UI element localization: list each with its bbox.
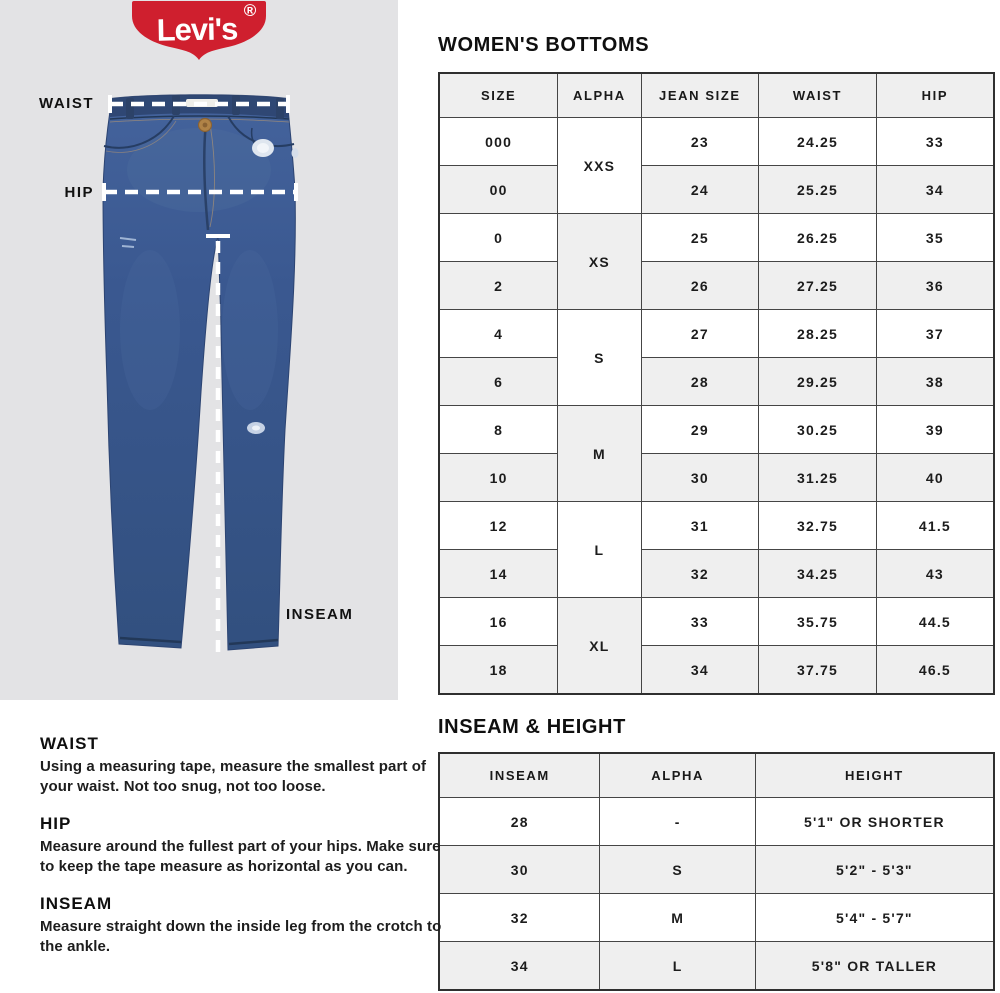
- table-cell: 14: [439, 550, 558, 598]
- alpha-size-cell: M: [558, 406, 641, 502]
- table-cell: 28.25: [759, 310, 877, 358]
- table-cell: 30.25: [759, 406, 877, 454]
- table-cell: 25.25: [759, 166, 877, 214]
- table-row: [439, 598, 994, 646]
- table-row: [439, 846, 994, 894]
- distress-patch: [257, 143, 269, 153]
- table-cell: 26.25: [759, 214, 877, 262]
- table-cell: 32: [439, 894, 600, 942]
- denim-wash-highlight: [222, 250, 278, 410]
- levis-logo-text: Levi's: [156, 11, 238, 48]
- table-cell: 10: [439, 454, 558, 502]
- hip-diagram-label: HIP: [64, 184, 94, 201]
- table-row: [439, 894, 994, 942]
- table-row: [439, 358, 994, 406]
- alpha-size-cell: XS: [558, 214, 641, 310]
- table-cell: 27: [641, 310, 759, 358]
- table-cell: 35.75: [759, 598, 877, 646]
- table-cell: 00: [439, 166, 558, 214]
- waist-diagram-label: WAIST: [39, 95, 94, 112]
- table-row: [439, 310, 994, 358]
- table-row: [439, 166, 994, 214]
- table-cell: 34: [439, 942, 600, 991]
- table-cell: 32: [641, 550, 759, 598]
- table-cell: 24: [641, 166, 759, 214]
- table-cell: 37.75: [759, 646, 877, 695]
- column-header: HIP: [876, 73, 994, 118]
- levis-batwing-logo: [129, 0, 269, 66]
- distress-patch: [292, 148, 299, 158]
- table-cell: 33: [641, 598, 759, 646]
- column-header: WAIST: [759, 73, 877, 118]
- table-cell: 5'4" - 5'7": [755, 894, 994, 942]
- hip-tip-heading: HIP: [40, 814, 72, 834]
- table-cell: 5'8" OR TALLER: [755, 942, 994, 991]
- table-cell: 000: [439, 118, 558, 166]
- inseam-table-body: [439, 798, 994, 991]
- table-row: [439, 502, 994, 550]
- denim-wash-highlight: [120, 250, 180, 410]
- table-cell: 43: [876, 550, 994, 598]
- inseam-tip-heading: INSEAM: [40, 894, 113, 914]
- table-row: [439, 550, 994, 598]
- table-row: [439, 798, 994, 846]
- table-row: [439, 406, 994, 454]
- table-cell: 30: [641, 454, 759, 502]
- belt-loop: [126, 98, 134, 119]
- jeans-button-center: [203, 123, 208, 128]
- table-cell: 5'1" OR SHORTER: [755, 798, 994, 846]
- table-cell: 24.25: [759, 118, 877, 166]
- table-row: [439, 942, 994, 991]
- product-photo-panel: [0, 0, 398, 700]
- table-cell: 29.25: [759, 358, 877, 406]
- table-cell: 28: [641, 358, 759, 406]
- column-header: INSEAM: [439, 753, 600, 798]
- table-row: [439, 646, 994, 695]
- table-cell: 4: [439, 310, 558, 358]
- distress-patch: [252, 426, 260, 431]
- alpha-size-cell: S: [558, 310, 641, 406]
- table-cell: S: [600, 846, 755, 894]
- table-cell: 30: [439, 846, 600, 894]
- table-header-row: [439, 753, 994, 798]
- table-cell: 41.5: [876, 502, 994, 550]
- table-cell: 36: [876, 262, 994, 310]
- table-row: [439, 214, 994, 262]
- alpha-size-cell: L: [558, 502, 641, 598]
- bottoms-section-title: WOMEN'S BOTTOMS: [438, 34, 650, 56]
- alpha-size-cell: XXS: [558, 118, 641, 214]
- hip-tip-text: Measure around the fullest part of your hips. Make sure to keep the tape measure as horizontal as you can.: [40, 838, 441, 876]
- womens-bottoms-size-table: [438, 72, 995, 695]
- table-cell: 31.25: [759, 454, 877, 502]
- registered-trademark-icon: ®: [243, 1, 257, 20]
- table-cell: L: [600, 942, 755, 991]
- table-cell: 44.5: [876, 598, 994, 646]
- waist-tip-text: Using a measuring tape, measure the smallest part of your waist. Not too snug, not too loose.: [40, 758, 427, 796]
- belt-loop: [276, 98, 284, 119]
- table-cell: 27.25: [759, 262, 877, 310]
- inseam-diagram-label: INSEAM: [286, 606, 354, 623]
- table-cell: 28: [439, 798, 600, 846]
- table-cell: 6: [439, 358, 558, 406]
- table-cell: 18: [439, 646, 558, 695]
- column-header: SIZE: [439, 73, 558, 118]
- inseam-tip: [40, 894, 444, 957]
- table-cell: 0: [439, 214, 558, 262]
- table-cell: 16: [439, 598, 558, 646]
- table-cell: 34.25: [759, 550, 877, 598]
- alpha-size-cell: XL: [558, 598, 641, 695]
- table-cell: 37: [876, 310, 994, 358]
- table-row: [439, 262, 994, 310]
- table-cell: 33: [876, 118, 994, 166]
- waist-tip: [40, 734, 444, 797]
- table-header-row: [439, 73, 994, 118]
- table-row: [439, 118, 994, 166]
- table-cell: 46.5: [876, 646, 994, 695]
- hip-tip: [40, 814, 444, 877]
- table-cell: 38: [876, 358, 994, 406]
- table-row: [439, 454, 994, 502]
- table-cell: 12: [439, 502, 558, 550]
- table-cell: 31: [641, 502, 759, 550]
- column-header: HEIGHT: [755, 753, 994, 798]
- inseam-tip-text: Measure straight down the inside leg from the crotch to the ankle.: [40, 918, 442, 956]
- table-cell: 29: [641, 406, 759, 454]
- table-cell: 2: [439, 262, 558, 310]
- column-header: ALPHA: [558, 73, 641, 118]
- table-cell: 8: [439, 406, 558, 454]
- waist-tip-heading: WAIST: [40, 734, 99, 753]
- table-cell: 23: [641, 118, 759, 166]
- table-cell: 34: [876, 166, 994, 214]
- column-header: ALPHA: [600, 753, 755, 798]
- levis-logo: [129, 0, 269, 66]
- table-cell: 32.75: [759, 502, 877, 550]
- table-cell: 26: [641, 262, 759, 310]
- column-header: JEAN SIZE: [641, 73, 759, 118]
- measuring-tips: [40, 734, 444, 975]
- table-cell: 40: [876, 454, 994, 502]
- table-cell: 25: [641, 214, 759, 262]
- bottoms-table-body: [439, 118, 994, 695]
- table-cell: 5'2" - 5'3": [755, 846, 994, 894]
- inseam-height-table: [438, 752, 995, 991]
- table-cell: 35: [876, 214, 994, 262]
- inseam-section-title: INSEAM & HEIGHT: [438, 716, 626, 738]
- table-cell: M: [600, 894, 755, 942]
- table-cell: 34: [641, 646, 759, 695]
- table-cell: 39: [876, 406, 994, 454]
- table-cell: -: [600, 798, 755, 846]
